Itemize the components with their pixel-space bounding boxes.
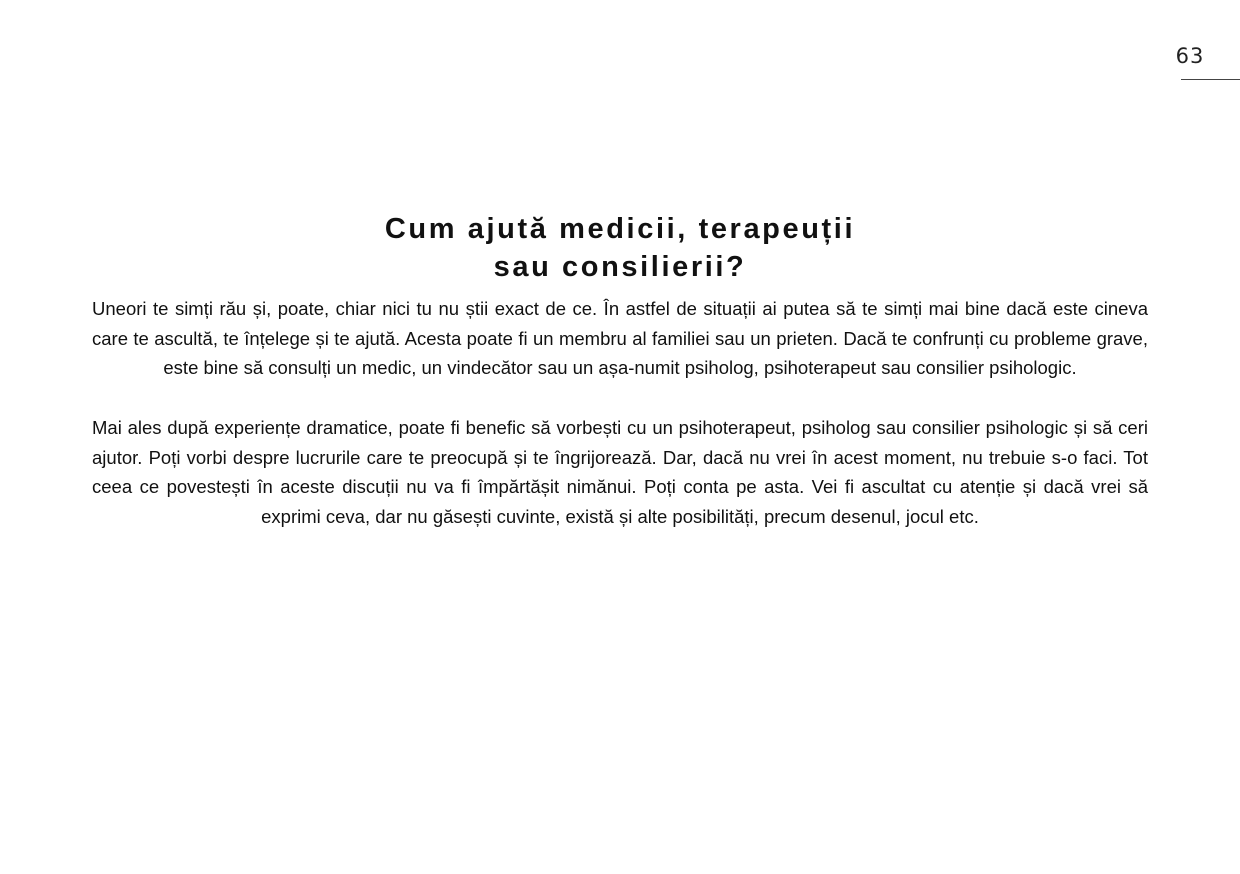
section-title-line-1: Cum ajută medicii, terapeuții: [384, 213, 856, 245]
section-title-line-2: sau consilierii?: [493, 251, 747, 283]
paragraph-2: Mai ales după experiențe dramatice, poate fi benefic să vorbești cu un psihoterapeut, psiholog sau consilier psihologic și să ceri ajutor. Poți vorbi despre lucrurile care te preocupă și te îngrijorează. Dar, dacă nu vrei în acest moment, nu trebuie s-o faci. Tot ceea ce povestești în aceste discuții nu va fi împărtășit nimănui. Poți conta pe asta. Vei fi ascultat cu atenție și dacă vrei să exprimi ceva, dar nu găsești cuvinte, există și alte posibilități, precum desenul, jocul etc.: [92, 416, 1148, 527]
page-number: 63: [1175, 44, 1205, 68]
page-number-rule: [1181, 79, 1240, 80]
article-body: [92, 294, 1148, 532]
section-title: [92, 210, 1148, 286]
paragraph-1: Uneori te simți rău și, poate, chiar nici tu nu știi exact de ce. În astfel de situații ai putea să te simți mai bine dacă este cineva care te ascultă, te înțelege și te ajută. Acesta poate fi un membru al familiei sau un prieten. Dacă te confrunți cu probleme grave, este bine să consulți un medic, un vindecător sau un așa-numit psiholog, psihoterapeut sau consilier psihologic.: [92, 298, 1148, 379]
